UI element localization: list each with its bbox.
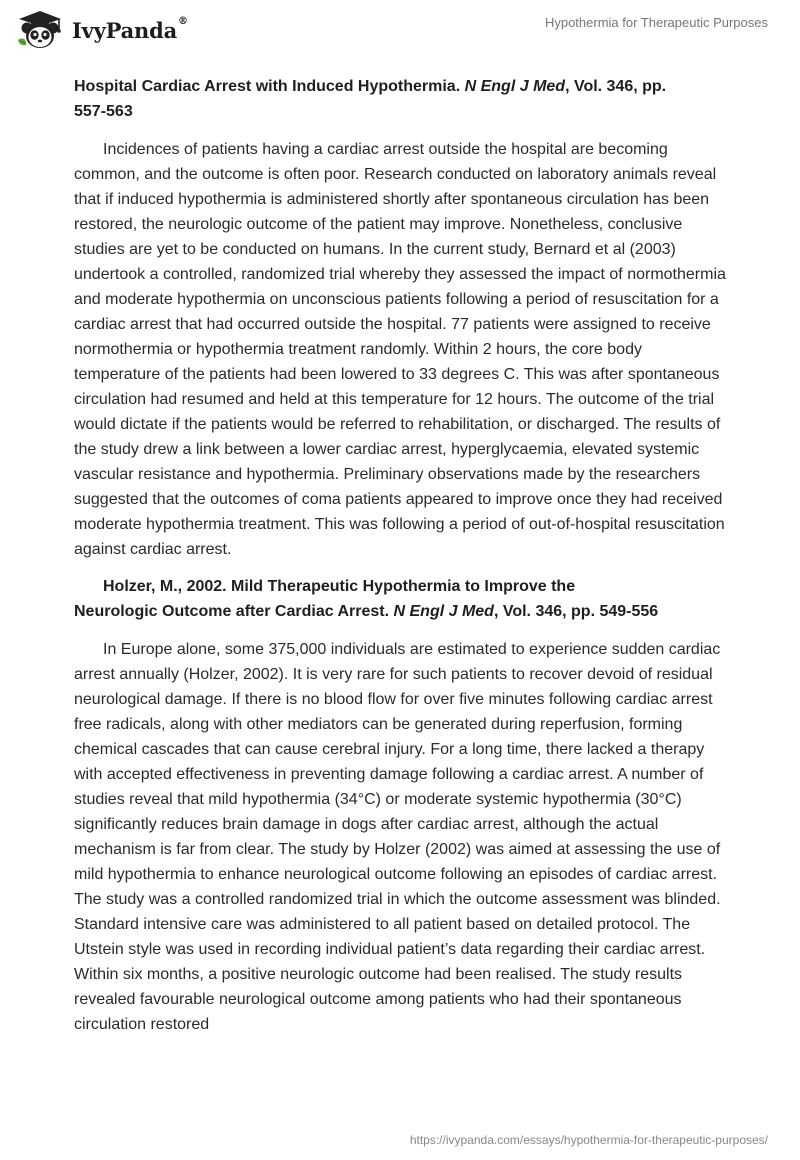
brand-name: IvyPanda® [72,15,188,43]
document-title: Hypothermia for Therapeutic Purposes [544,15,768,30]
body-paragraph-2: In Europe alone, some 375,000 individuals are estimated to experience sudden cardiac arrest annually (Holzer, 2002). It is very rare for such patients to recover devoid of residual neurological damage. If there is no blood flow for over five minutes following cardiac arrest free radicals, along with other mediators can be generated during reperfusion, forming chemical cascades that can cause cerebral injury. For a long time, there lacked a therapy with accepted effectiveness in preventing damage following a cardiac arrest. A number of studies reveal that mild hypothermia (34°C) or moderate systemic hypothermia (30°C) significantly reduces brain damage in dogs after cardiac arrest, although the actual mechanism is far from clear. The study by Holzer (2002) was aimed at assessing the use of mild hypothermia to enhance neurological outcome following an episodes of cardiac arrest. The study was a controlled randomized trial in which the outcome assessment was blinded. Standard intensive care was administered to all patient based on detailed protocol. The Utstein style was used in recording individual patient’s data regarding their cardiac arrest. Within six months, a positive neurologic outcome had been realised. The study results revealed favourable neurological outcome among patients who had their spontaneous circulation restored [74,641,721,1033]
ivypanda-logo[interactable] [14,10,188,50]
ref-details: , Vol. 346, pp. [565,78,667,95]
registered-mark: ® [178,15,188,27]
footer-url-link[interactable]: https://ivypanda.com/essays/hypothermia-for-therapeutic-purposes/ [409,1133,768,1147]
ref-pages: 557-563 [74,103,133,120]
ref2-line2: Neurologic Outcome after Cardiac Arrest. [74,603,390,620]
reference-heading-2 [74,574,726,624]
ref-journal: N Engl J Med [464,78,566,95]
ref2-details: , Vol. 346, pp. 549-556 [493,603,659,620]
panda-graduate-icon [14,10,66,50]
ref2-line1: Holzer, M., 2002. Mild Therapeutic Hypothermia to Improve the [103,578,576,595]
body-paragraph-1: Incidences of patients having a cardiac arrest outside the hospital are becoming common, and the outcome is often poor. Research conducted on laboratory animals reveal that if induced hypothermia is administered shortly after spontaneous circulation has been restored, the neurologic outcome of the patient may improve. Nonetheless, conclusive studies are yet to be conducted on humans. In the current study, Bernard et al (2003) undertook a controlled, randomized trial whereby they assessed the impact of normothermia and moderate hypothermia on unconscious patients following a period of resuscitation for a cardiac arrest that had occurred outside the hospital. 77 patients were assigned to receive normothermia or hypothermia treatment randomly. Within 2 hours, the core body temperature of the patients had been lowered to 33 degrees C. This was after spontaneous circulation had resumed and held at this temperature for 12 hours. The outcome of the trial would dictate if the patients would be referred to rehabilitation, or discharged. The results of the study drew a link between a lower cardiac arrest, hyperglycaemia, elevated systemic vascular resistance and hypothermia. Preliminary observations made by the researchers suggested that the outcomes of coma patients appeared to improve once they had received moderate hypothermia treatment. This was following a period of out-of-hospital resuscitation against cardiac arrest. [74,141,726,558]
reference-heading-1 [74,74,726,124]
ref-title: Hospital Cardiac Arrest with Induced Hypothermia. [74,78,461,95]
essay-content [74,74,726,1037]
page-header [0,0,800,58]
ref2-journal: N Engl J Med [393,603,494,620]
